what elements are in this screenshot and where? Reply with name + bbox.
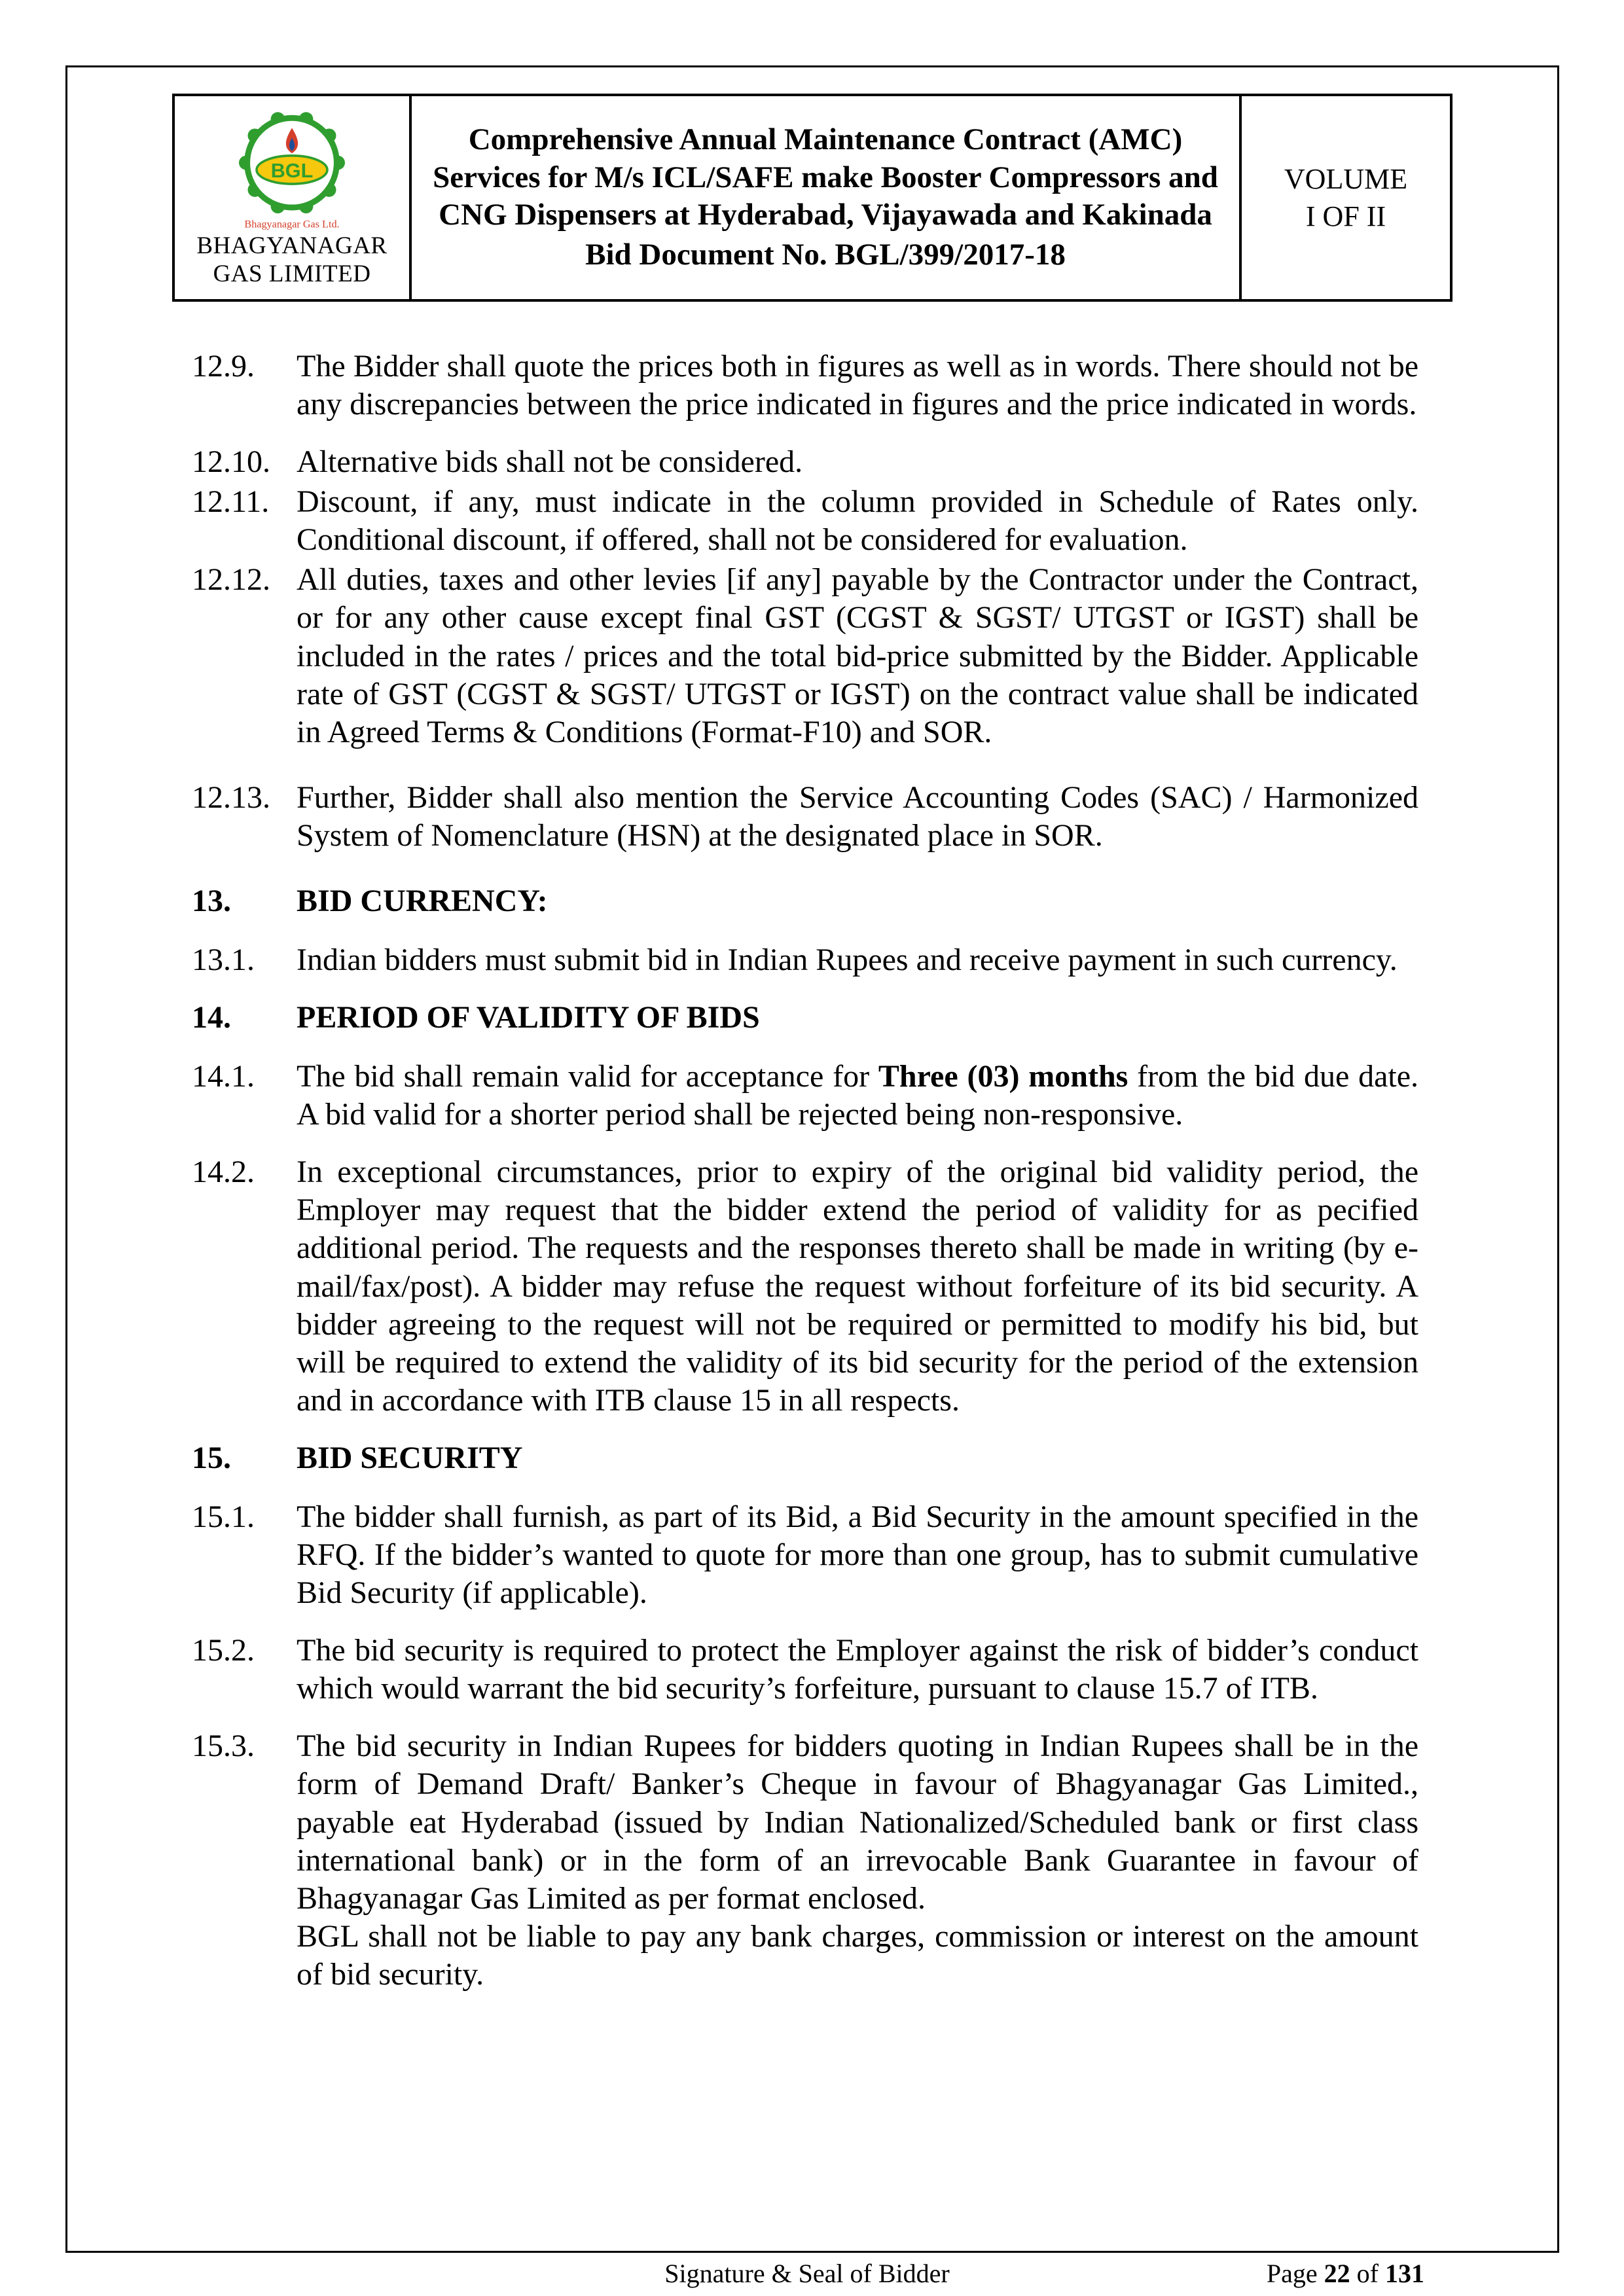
clause-15-1 — [192, 1498, 1418, 1612]
volume-line2: I OF II — [1305, 200, 1386, 232]
clause-text: Alternative bids shall not be considered. — [297, 444, 803, 480]
clause-15-3 — [192, 1727, 1418, 1994]
clause-number: 12.13. — [192, 780, 270, 815]
heading-13-bid-currency — [192, 882, 1418, 920]
clause-12-11 — [192, 483, 1418, 559]
clause-14-2 — [192, 1153, 1418, 1420]
section-heading: BID SECURITY — [297, 1440, 523, 1475]
clause-paragraph-1: The bid security in Indian Rupees for bidders quoting in Indian Rupees shall be in the form of Demand Draft/ Banker’s Cheque in favour of Bhagyanagar Gas Limited., payable eat Hyderabad (issued by Indian Nationalized/Scheduled bank or first class international bank) or in the form of an irrevocable Bank Guarantee in favour of Bhagyanagar Gas Limited as per format enclosed. — [297, 1729, 1418, 1916]
clause-paragraph-2: BGL shall not be liable to pay any bank charges, commission or interest on the amount of bid security. — [297, 1918, 1418, 1992]
clause-12-12 — [192, 561, 1418, 751]
clause-number: 15. — [192, 1440, 231, 1475]
clause-number: 15.2. — [192, 1633, 255, 1668]
clause-number: 15.3. — [192, 1729, 255, 1764]
section-heading: BID CURRENCY: — [297, 883, 548, 918]
clause-text: The bid shall remain valid for acceptance for Three (03) months from the bid due date. A bid valid for a shorter period shall be rejected being non-responsive. — [297, 1059, 1419, 1132]
header-logo-cell — [175, 96, 412, 299]
header-title-cell — [412, 96, 1242, 299]
emphasized-text: Three (03) months — [878, 1059, 1128, 1094]
clause-number: 12.12. — [192, 562, 270, 598]
clause-number: 15.1. — [192, 1499, 255, 1534]
logo-text: BGL — [270, 160, 314, 183]
clause-14-1 — [192, 1058, 1418, 1134]
page-number: Page 22 of 131 — [1266, 2259, 1424, 2288]
document-body — [192, 348, 1418, 2013]
header-volume-cell — [1242, 96, 1450, 299]
clause-number: 14.2. — [192, 1155, 255, 1190]
clause-number: 12.11. — [192, 484, 270, 520]
clause-number: 14. — [192, 1000, 231, 1035]
clause-text: The bid security is required to protect the Employer against the risk of bidder’s conduct which would warrant the bid security’s forfeiture, pursuant to clause 15.7 of ITB. — [297, 1633, 1418, 1706]
clause-text: The bidder shall furnish, as part of its Bid, a Bid Security in the amount specified in the RFQ. If the bidder’s wanted to quote for more than one group, has to submit cumulative Bid Security (if applicable). — [297, 1499, 1418, 1611]
clause-number: 13. — [192, 883, 231, 918]
document-header — [172, 94, 1453, 302]
clause-text: In exceptional circumstances, prior to expiry of the original bid validity period, the Employer may request that the bidder extend the period of validity for as pecified additional period. The requests and the responses thereto shall be made in writing (by e-mail/fax/post). A bidder may refuse the request without forfeiture of its bid security. A bidder agreeing to the request will not be required or permitted to modify his bid, but will be required to extend the validity of its bid security for the period of the extension and in accordance with ITB clause 15 in all respects. — [297, 1155, 1418, 1418]
clause-12-13 — [192, 779, 1418, 855]
org-name-line2: GAS LIMITED — [213, 260, 371, 287]
heading-14-period-of-validity — [192, 999, 1418, 1037]
clause-12-10 — [192, 443, 1418, 481]
section-heading: PERIOD OF VALIDITY OF BIDS — [297, 1000, 760, 1035]
logo-caption: Bhagyanagar Gas Ltd. — [244, 219, 340, 231]
clause-number: 12.10. — [192, 444, 270, 480]
clause-text: Indian bidders must submit bid in Indian Rupees and receive payment in such currency. — [297, 942, 1398, 978]
bid-document-number: Bid Document No. BGL/399/2017-18 — [585, 238, 1066, 272]
clause-number: 13.1. — [192, 942, 255, 978]
clause-15-2 — [192, 1632, 1418, 1708]
clause-text: Further, Bidder shall also mention the Service Accounting Codes (SAC) / Harmonized System of Nomenclature (HSN) at the designated place in SOR. — [297, 780, 1418, 853]
signature-seal-label: Signature & Seal of Bidder — [664, 2259, 950, 2288]
org-name-line1: BHAGYANAGAR — [196, 232, 388, 260]
clause-text: Discount, if any, must indicate in the column provided in Schedule of Rates only. Conditional discount, if offered, shall not be considered for evaluation. — [297, 484, 1418, 558]
document-title: Comprehensive Annual Maintenance Contract (AMC) Services for M/s ICL/SAFE make Booster Compressors and CNG Dispensers at Hyderabad, Vijayawada and Kakinada — [433, 122, 1218, 232]
clause-number: 14.1. — [192, 1059, 255, 1094]
clause-text: All duties, taxes and other levies [if any] payable by the Contractor under the Contract, or for any other cause except final GST (CGST & SGST/ UTGST or IGST) shall be included in the rates / prices and the total bid-price submitted by the Bidder. Applicable rate of GST (CGST & SGST/ UTGST or IGST) on the contract value shall be indicated in Agreed Terms & Conditions (Format-F10) and SOR. — [297, 562, 1418, 749]
clause-text — [297, 1727, 1418, 1994]
clause-12-9 — [192, 348, 1418, 423]
bgl-logo-icon — [233, 107, 351, 232]
page-footer — [190, 2258, 1424, 2289]
volume-line1: VOLUME — [1284, 162, 1408, 195]
clause-number: 12.9. — [192, 349, 255, 384]
page-border — [65, 65, 1559, 2253]
heading-15-bid-security — [192, 1439, 1418, 1477]
clause-13-1 — [192, 941, 1418, 979]
clause-text: The Bidder shall quote the prices both in figures as well as in words. There should not be any discrepancies between the price indicated in figures and the price indicated in words. — [297, 349, 1418, 422]
